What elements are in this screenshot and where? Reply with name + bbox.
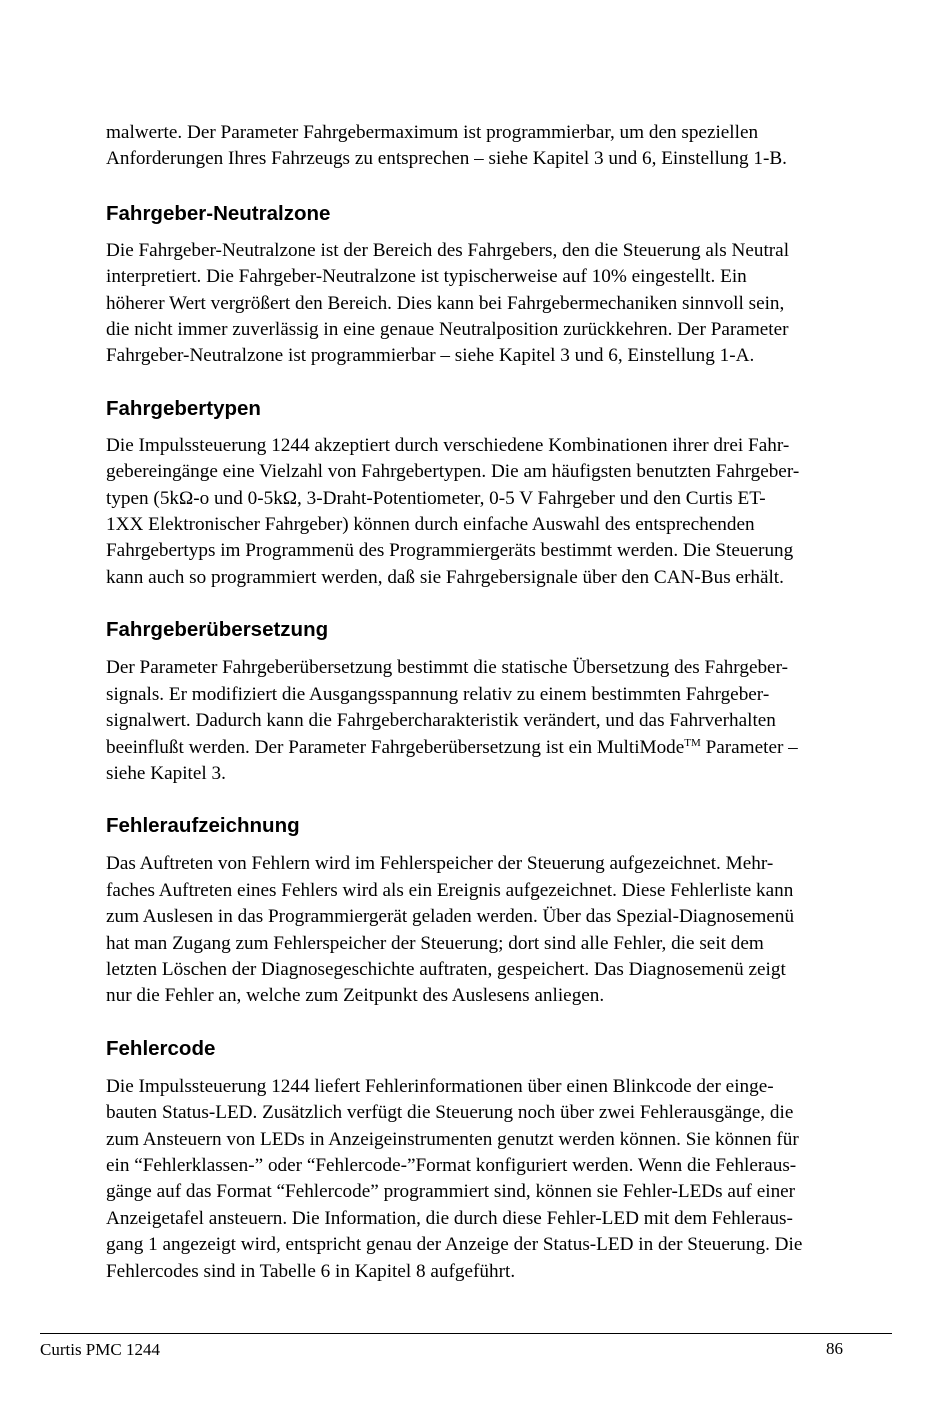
section-body-fahrgebertypen: Die Impulssteuerung 1244 akzeptiert durch verschiedene Kombinationen ihrer drei Fahr- gebereingänge eine Vielzahl von Fahrgebertypen. Die am häufigsten benutzten Fahrgeber- typen (5kΩ-o und 0-5kΩ, 3-Draht-Potentiometer, 0-5 V Fahrgeber und den Curtis ET- 1XX Elektronischer Fahrgeber) können durch einfache Auswahl des entsprechenden Fahrgebertyps im Programmenü des Programmiergeräts bestimmt werden. Die Steuerung kann auch so programmiert werden, daß sie Fahrgebersignale über den CAN-Bus erhält. bbox=[106, 434, 800, 588]
section-heading-fehlercode: Fehlercode bbox=[106, 1036, 216, 1060]
document-body bbox=[106, 120, 901, 1285]
uebersetzung-text-part-2: Parameter – siehe Kapitel 3. bbox=[106, 736, 798, 784]
footer-title: Curtis PMC 1244 bbox=[40, 1340, 160, 1359]
section-heading-fahrgebertypen: Fahrgebertypen bbox=[106, 396, 261, 420]
section-body-fehleraufzeichnung: Das Auftreten von Fehlern wird im Fehlerspeicher der Steuerung aufgezeichnet. Mehr- faches Auftreten eines Fehlers wird als ein Ereignis aufgezeichnet. Diese Fehlerliste kann zum Auslesen in das Programmiergerät geladen werden. Über das Spezial-Diagnosemenü hat man Zugang zum Fehlerspeicher der Steuerung; dort sind alle Fehler, die seit dem letzten Löschen der Diagnosegeschichte auftraten, gespeichert. Das Diagnosemenü zeigt nur die Fehler an, welche zum Zeitpunkt des Auslesens anliegen. bbox=[106, 853, 795, 1007]
uebersetzung-text-part-1: Der Parameter Fahrgeberübersetzung bestimmt die statische Übersetzung des Fahrgeber- signals. Er modifiziert die Ausgangsspannung relativ zu einem bestimmten Fahrgeber- signalwert. Dadurch kann die Fahrgebercharakteristik verändert, und das Fahrverhalten beeinflußt werden. Der Parameter Fahrgeberübersetzung ist ein MultiMode bbox=[106, 657, 788, 758]
section-body-fehlercode: Die Impulssteuerung 1244 liefert Fehlerinformationen über einen Blinkcode der einge- bauten Status-LED. Zusätzlich verfügt die Steuerung noch über zwei Fehlerausgänge, die zum Ansteuern von LEDs in Anzeigeinstrumenten genutzt werden können. Sie können für ein “Fehlerklassen-” oder “Fehlercode-”Format konfiguriert werden. Wenn die Fehleraus- gänge auf das Format “Fehlercode” programmiert sind, können sie Fehler-LEDs auf einer Anzeigetafel ansteuern. Die Information, die durch diese Fehler-LED mit dem Fehleraus- gang 1 angezeigt wird, entspricht genau der Anzeige der Status-LED in der Steuerung. Die Fehlercodes sind in Tabelle 6 in Kapitel 8 aufgeführt. bbox=[106, 1075, 803, 1282]
trademark-superscript: TM bbox=[684, 736, 701, 749]
section-body-neutralzone: Die Fahrgeber-Neutralzone ist der Bereich des Fahrgebers, den die Steuerung als Neutral interpretiert. Die Fahrgeber-Neutralzone ist typischerweise auf 10% eingestellt. Ein höherer Wert vergrößert den Bereich. Dies kann bei Fahrgebermechaniken sinnvoll sein, die nicht immer zuverlässig in eine genaue Neutralposition zurückkehren. Der Parameter Fahrgeber-Neutralzone ist programmierbar – siehe Kapitel 3 und 6, Einstellung 1-A. bbox=[106, 239, 790, 367]
section-heading-neutralzone: Fahrgeber-Neutralzone bbox=[106, 201, 331, 225]
section-heading-uebersetzung: Fahrgeberübersetzung bbox=[106, 618, 329, 642]
page-number: 86 bbox=[826, 1339, 843, 1358]
section-heading-fehleraufzeichnung: Fehleraufzeichnung bbox=[106, 814, 300, 838]
footer-divider bbox=[40, 1333, 892, 1334]
intro-paragraph: malwerte. Der Parameter Fahrgebermaximum ist programmierbar, um den speziellen Anforderungen Ihres Fahrzeugs zu entsprechen – siehe Kapitel 3 und 6, Einstellung 1-B. bbox=[106, 122, 787, 170]
section-body-uebersetzung bbox=[106, 655, 901, 787]
